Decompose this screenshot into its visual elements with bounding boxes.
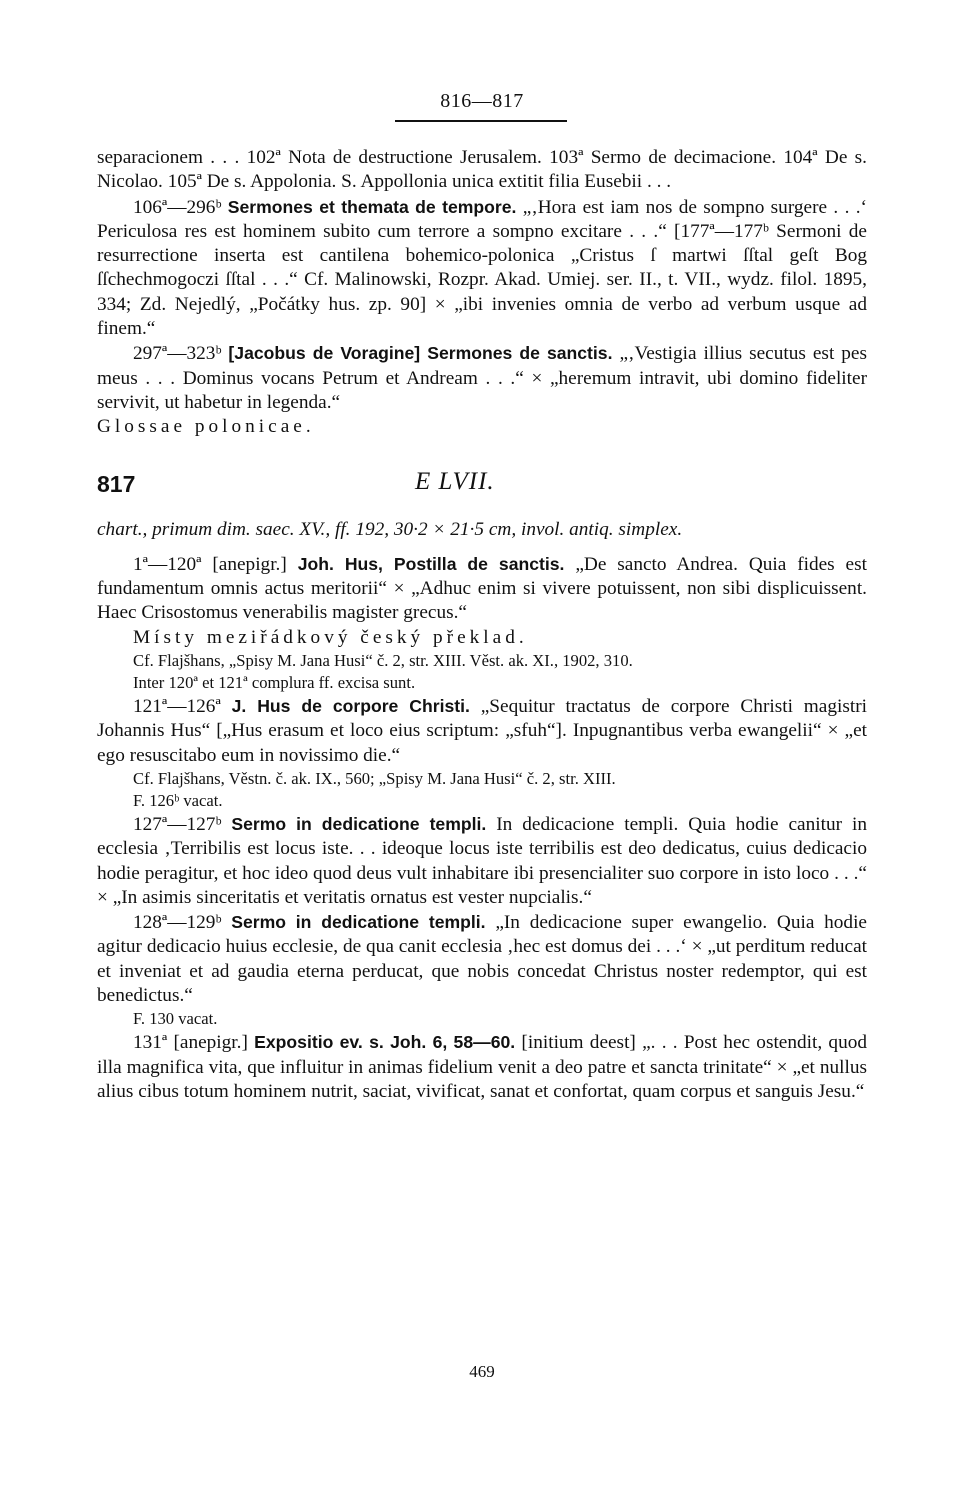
folio-range: 121ª—126ª	[133, 696, 221, 718]
item-text: „‚Hora est iam nos de sompno surgere . . .‘ Periculosa res est hominem subito cum terrore a sompno excitare . . .“ [177ª—177ᵇ Sermoni de resurrectione inserta est cantilena bohemico-polonica „Cristus ſ martwi ſſtal geſt Bog ſſchechmogoczi ſſtal . . .“ Cf. Malinowski, Rozpr. Akad. Umiej. ser. II., t. VII., wydz. filol. 1895, 334; Zd. Nejedlý, „Počátky hus. zp. 90] × „ibi invenies omnia de verbo ad verbum usque ad finem.“	[97, 196, 867, 340]
item-title: Joh. Hus, Postilla de sanctis.	[297, 553, 565, 574]
item-title: Expositio ev. s. Joh. 6, 58—60.	[254, 1032, 516, 1053]
item-paragraph	[97, 1030, 867, 1104]
page-number: 469	[469, 1362, 495, 1381]
item-text: „De sancto Andrea. Quia fides est fundamentum omnis actus meritorii“ × „Adhuc enim si vivere potuissent, non sibi displicuissent. Haec Crisostomus venerabilis magister grecus.“	[97, 553, 867, 624]
running-head: 816—817	[440, 90, 524, 112]
item-title: Sermones et themata de tempore.	[227, 196, 517, 217]
item-title: J. Hus de corpore Christi.	[231, 696, 470, 717]
page-body	[97, 146, 867, 1104]
item-text: „‚Vestigia illius secutus est pes meus . . . Dominus vocans Petrum et Andream . . .“ × „heremum intravit, ubi domino fideliter servivit, ut habetur in legenda.“	[97, 343, 867, 413]
reference-note: F. 126ᵇ vacat.	[133, 790, 223, 810]
entry-number: 817	[97, 470, 136, 497]
item-title: [Jacobus de Voragine] Sermones de sanctis.	[228, 343, 613, 364]
reference-note: F. 130 vacat.	[133, 1009, 218, 1029]
item-text: „In dedicacione super ewangelio. Quia hodie agitur dedicacio huius ecclesie, de qua canit ecclesia ‚hec est domus dei . . .‘ × „ut perditum reducat et inveniat et ad gaudia eterna perducat, que nobis concedat Christus noster redemptor, qui est benedictus.“	[97, 912, 867, 1007]
entry-heading	[97, 466, 867, 518]
item-text: [initium deest] „. . . Post hec ostendit, quod illa magnifica vita, que influitur in animas fidelium venit a deo patre et sancta trinitate“ × „et nullus alius cibus totum hominem nutrit, saciat, vivificat, sanat et confortat, quam corpus et sanguis Jesu.“	[97, 1032, 867, 1102]
reference-note: Cf. Flajšhans, „Spisy M. Jana Husi“ č. 2, str. XIII. Věst. ak. XI., 1902, 310.	[133, 651, 633, 671]
entry-signature: E LVII.	[415, 467, 495, 495]
item-text: „Sequitur tractatus de corpore Christi magistri Johannis Hus“ [„Hus erasum et loco eius scriptum: „sfuh“]. Inpugnantibus verba ewangelii“ × „et ego resuscitabo eum in novissimo die.“	[97, 696, 867, 766]
paragraph: separacionem . . . 102ª Nota de destructione Jerusalem. 103ª Sermo de decimacione. 104ª De s. Nicolao. 105ª De s. Appolonia. S. Appollonia unica extitit filia Eusebii . . .	[97, 147, 867, 193]
paragraph	[97, 341, 867, 415]
note: Glossae polonicae.	[97, 416, 315, 438]
item-paragraph	[97, 812, 867, 910]
item-title: Sermo in dedicatione templi.	[231, 813, 487, 834]
item-paragraph	[97, 552, 867, 626]
item-title: Sermo in dedicatione templi.	[231, 912, 486, 933]
folio-range: 127ª—127ᵇ	[133, 813, 222, 835]
entry-items	[97, 552, 867, 1104]
item-prefix	[221, 814, 231, 835]
header-rule	[395, 120, 567, 122]
note: Místy meziřádkový český překlad.	[133, 626, 528, 648]
paragraph	[97, 195, 867, 342]
item-prefix	[221, 912, 231, 933]
item-paragraph	[97, 694, 867, 768]
folio-range: 106ª—296ᵇ	[133, 196, 222, 218]
folio-range: 297ª—323ᵇ	[133, 343, 222, 365]
reference-note: Cf. Flajšhans, Věstn. č. ak. IX., 560; „Spisy M. Jana Husi“ č. 2, str. XIII.	[133, 768, 616, 788]
folio-range: 1ª—120ª	[133, 553, 202, 575]
folio-range: 131ª	[133, 1032, 168, 1054]
reference-note: Inter 120ª et 121ª complura ff. excisa sunt.	[133, 673, 416, 693]
item-text: In dedicacione templi. Quia hodie canitur in ecclesia ‚Terribilis est locus iste. . . ideoque locus iste terribilis est deo dedicatus, cuius dedicacio hodie peragitur, et hoc ideo quod deus vult inhabitare ibi presencialiter suo corpore in isto loco . . .“ × „In asimis sinceritatis et veritatis ornatus est vester nupcialis.“	[97, 813, 867, 908]
item-prefix: [anepigr.]	[201, 553, 298, 575]
item-paragraph	[97, 910, 867, 1008]
manuscript-description: chart., primum dim. saec. XV., ff. 192, 30·2 × 21·5 cm, invol. antiq. simplex.	[97, 518, 683, 540]
item-prefix: [anepigr.]	[167, 1032, 255, 1054]
item-prefix	[221, 696, 232, 717]
folio-range: 128ª—129ᵇ	[133, 912, 222, 934]
